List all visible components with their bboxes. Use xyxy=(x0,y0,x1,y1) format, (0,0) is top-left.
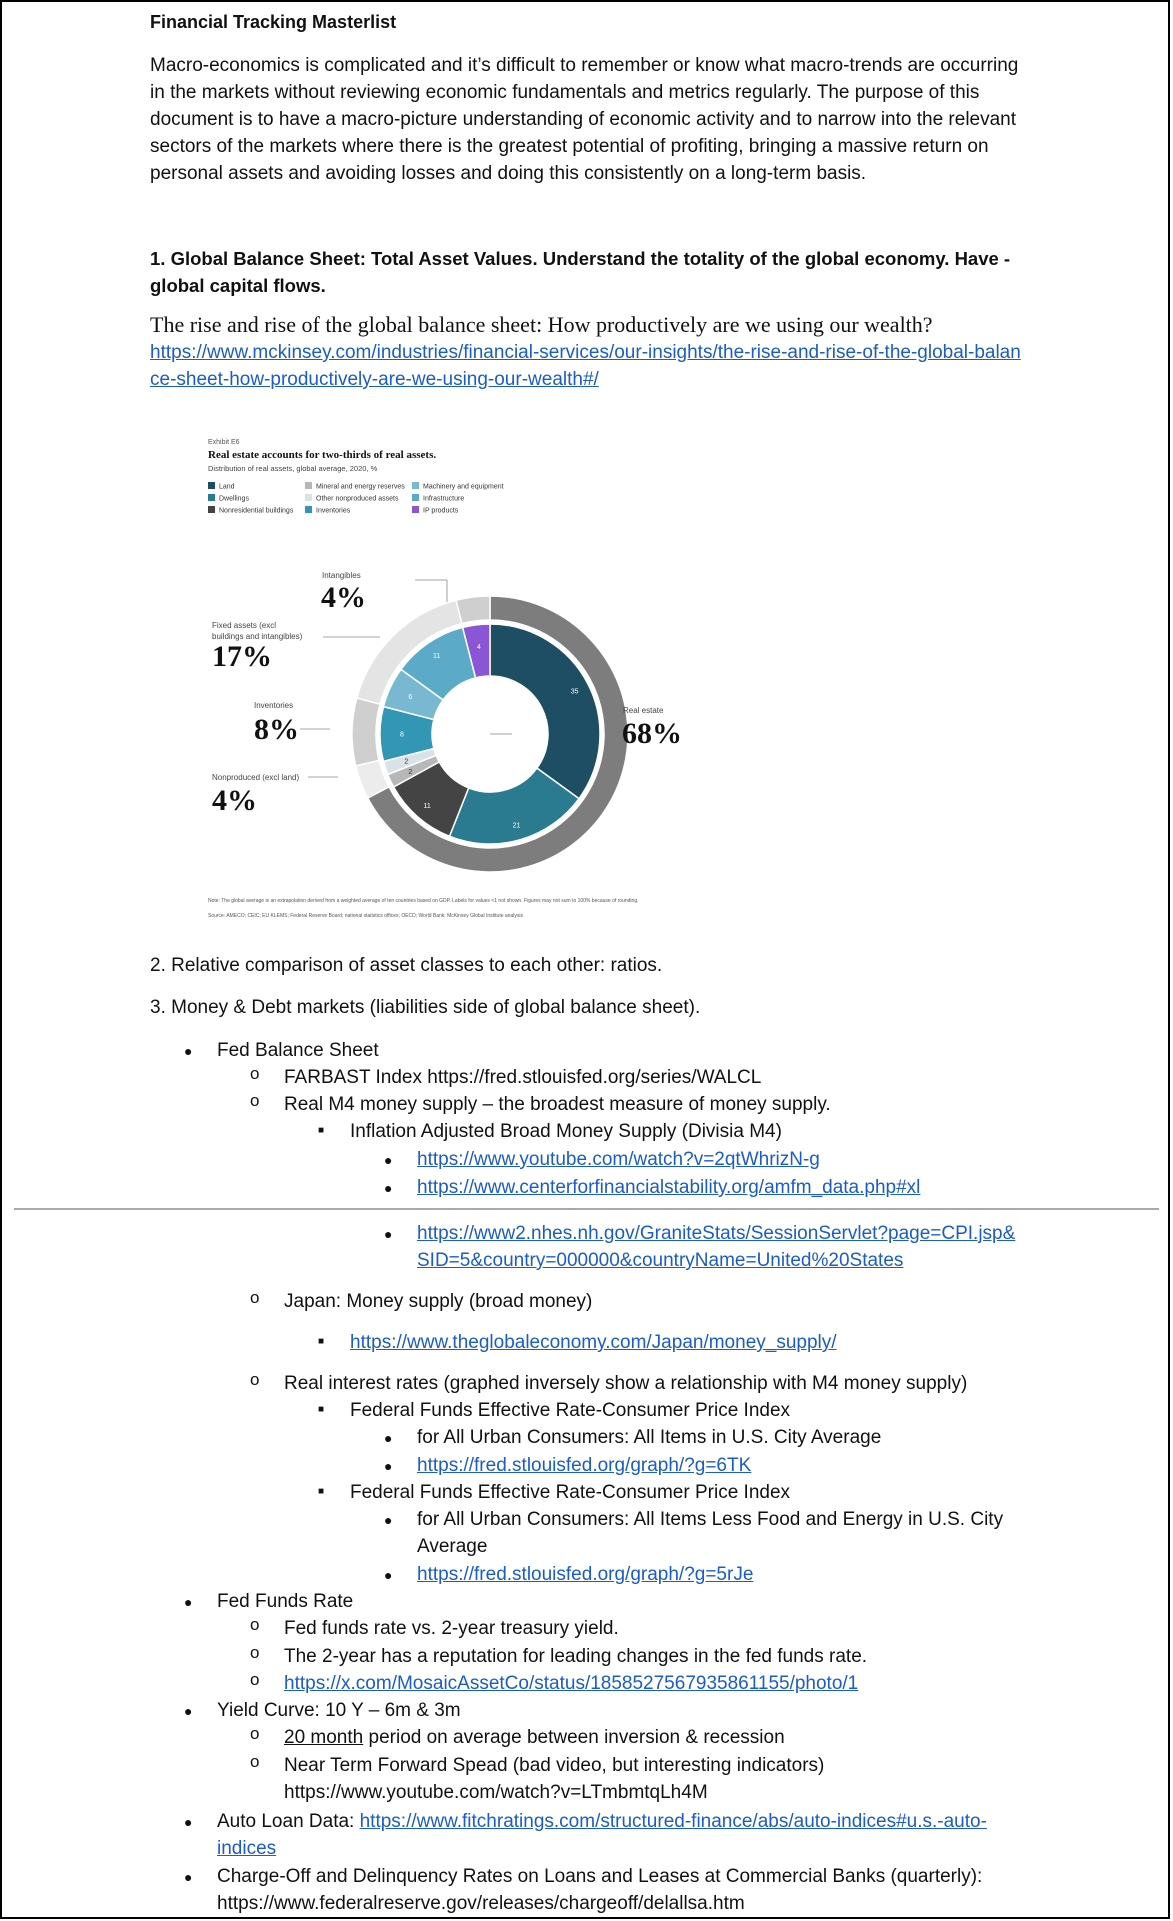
legend-swatch-ip-products xyxy=(412,506,419,513)
twenty-month-rest: period on average between inversion & recession xyxy=(363,1727,785,1748)
bullet-circle: o xyxy=(250,1615,260,1634)
legend-swatch-land xyxy=(208,482,215,489)
callout-fixed-pct: 17% xyxy=(212,640,272,673)
inner-label-land: 35 xyxy=(570,688,579,696)
two-year-reputation: The 2-year has a reputation for leading changes in the fed funds rate. xyxy=(284,1646,868,1667)
inner-label-ip-products: 4 xyxy=(477,644,481,652)
section-3-text: 3. Money & Debt markets (liabilities side of global balance sheet). xyxy=(150,997,701,1018)
mckinsey-link[interactable] xyxy=(150,339,1030,393)
nhes-link[interactable]: https://www2.nhes.nh.gov/GraniteStats/SessionServlet?page=CPI.jsp&SID=5&country=000000&countryName=United%20States xyxy=(417,1223,1016,1271)
real-interest-rates: Real interest rates (graphed inversely show a relationship with M4 money supply) xyxy=(284,1373,968,1394)
twenty-month-line xyxy=(284,1724,785,1751)
near-term-link[interactable]: https://www.youtube.com/watch?v=LTmbmtqLh4M xyxy=(284,1782,708,1803)
bullet-circle: o xyxy=(250,1288,260,1307)
bullet-circle: o xyxy=(250,1752,260,1771)
bullet-circle: o xyxy=(250,1670,260,1689)
inner-label-inventories: 8 xyxy=(400,731,404,739)
fed-funds-rate: Fed Funds Rate xyxy=(217,1591,354,1612)
bullet-circle: o xyxy=(250,1091,260,1110)
yield-curve: Yield Curve: 10 Y – 6m & 3m xyxy=(217,1700,461,1721)
chart-source: Source: AMECO; CEIC; EU KLEMS; Federal Reserve Board; national statistics offices; OECD; World Bank; McKinsey Global Institute analysis xyxy=(208,913,523,919)
intro-paragraph[interactable]: Macro-economics is complicated and it’s difficult to remember or know what macro-trends are occurring in the markets without reviewing economic fundamentals and metrics regularly. The purpose of this document is to have a macro-picture understanding of economic activity and to narrow into the relevant sectors of the markets where there is the greatest potential of profiting, bringing a massive return on personal assets and avoiding losses and doing this consistently on a long-term basis. xyxy=(150,55,1019,184)
page-break-line xyxy=(14,1208,1159,1210)
inner-label-mineral-and-energy-reserves: 2 xyxy=(408,768,413,776)
bullet-dot: ● xyxy=(384,1458,393,1474)
youtube-link-1[interactable]: https://www.youtube.com/watch?v=2qtWhrizN-g xyxy=(417,1149,820,1170)
section-2-text: 2. Relative comparison of asset classes to each other: ratios. xyxy=(150,955,663,976)
legend-label-machinery-and-equipment: Machinery and equipment xyxy=(423,483,504,491)
fred-6tk-link[interactable]: https://fred.stlouisfed.org/graph/?g=6TK xyxy=(417,1455,752,1476)
legend-swatch-other-nonproduced-assets xyxy=(305,494,312,501)
bullet-dot: ● xyxy=(384,1152,393,1168)
legend-swatch-inventories xyxy=(305,506,312,513)
callout-nonproduced-pct: 4% xyxy=(212,784,257,817)
bullet-dot: ● xyxy=(384,1180,393,1196)
callout-intangibles-pct: 4% xyxy=(321,581,366,614)
inner-label-infrastructure: 11 xyxy=(432,652,441,660)
legend-swatch-dwellings xyxy=(208,494,215,501)
bullet-circle: o xyxy=(250,1643,260,1662)
chart-legend xyxy=(208,482,504,515)
bullet-dot: ● xyxy=(384,1226,393,1242)
section-1-heading: 1. Global Balance Sheet: Total Asset Values. Understand the totality of the global economy. Have - global capital flows. xyxy=(150,248,1011,296)
japan-link[interactable]: https://www.theglobaleconomy.com/Japan/money_supply/ xyxy=(350,1332,837,1353)
bullet-dot: ● xyxy=(384,1430,393,1446)
chargeoff-line: Charge-Off and Delinquency Rates on Loans and Leases at Commercial Banks (quarterly): xyxy=(217,1866,983,1887)
legend-swatch-machinery-and-equipment xyxy=(412,482,419,489)
chargeoff-link[interactable]: https://www.federalreserve.gov/releases/chargeoff/delallsa.htm xyxy=(217,1893,745,1914)
bullet-square: ■ xyxy=(318,1486,325,1497)
auto-loan-data xyxy=(217,1808,1017,1862)
ffr-cpi-1-sub: for All Urban Consumers: All Items in U.S. City Average xyxy=(417,1427,882,1448)
legend-label-dwellings: Dwellings xyxy=(219,495,249,503)
chart-note: Note: The global average is an extrapolation derived from a weighted average of ten countries based on GDP. Labels for values <1 not shown. Figures may not sum to 100% because of rounding. xyxy=(208,898,639,904)
callout-real-estate-label: Real estate xyxy=(623,706,664,715)
legend-label-nonresidential-buildings: Nonresidential buildings xyxy=(219,507,294,515)
bullet-circle: o xyxy=(250,1370,260,1389)
legend-swatch-nonresidential-buildings xyxy=(208,506,215,513)
callout-intangibles-label: Intangibles xyxy=(322,571,361,580)
inner-label-machinery-and-equipment: 6 xyxy=(408,694,413,702)
chart-title: Real estate accounts for two-thirds of real assets. xyxy=(208,449,437,461)
ffr-cpi-2: Federal Funds Effective Rate-Consumer Price Index xyxy=(350,1482,791,1503)
bullet-dot: ● xyxy=(184,1814,193,1830)
bullet-dot: ● xyxy=(184,1703,193,1719)
fitch-link[interactable]: https://www.fitchratings.com/structured-finance/abs/auto-indices#u.s.-auto-indices xyxy=(217,1811,987,1859)
legend-label-inventories: Inventories xyxy=(316,507,351,515)
article-title: The rise and rise of the global balance sheet: How productively are we using our wealth? xyxy=(150,312,933,337)
real-assets-donut-chart xyxy=(200,432,720,927)
legend-swatch-mineral-and-energy-reserves xyxy=(305,482,312,489)
document-title: Financial Tracking Masterlist xyxy=(150,12,397,32)
bullet-circle: o xyxy=(250,1064,260,1083)
legend-label-land: Land xyxy=(219,483,235,491)
outer-slice-intangibles xyxy=(456,596,490,624)
callout-fixed-label-1: Fixed assets (excl xyxy=(212,621,277,630)
chart-exhibit-label: Exhibit E6 xyxy=(208,439,240,446)
bullet-square: ■ xyxy=(318,1125,325,1136)
auto-loan-label: Auto Loan Data: xyxy=(217,1811,360,1832)
callout-inventories-pct: 8% xyxy=(254,713,299,746)
chart-subtitle: Distribution of real assets, global average, 2020, % xyxy=(208,464,378,473)
callout-real-estate-pct: 68% xyxy=(622,717,682,750)
bullet-dot: ● xyxy=(184,1043,193,1059)
ffr-cpi-2-sub: for All Urban Consumers: All Items Less Food and Energy in U.S. City Average xyxy=(417,1509,1004,1557)
legend-label-mineral-and-energy-reserves: Mineral and energy reserves xyxy=(316,483,405,491)
inner-label-other-nonproduced-assets: 2 xyxy=(404,758,409,766)
bullet-square: ■ xyxy=(318,1336,325,1347)
ffr-vs-2y: Fed funds rate vs. 2-year treasury yield. xyxy=(284,1618,619,1639)
outer-slice-inventories xyxy=(352,698,380,766)
callout-inventories-label: Inventories xyxy=(254,701,294,710)
inner-label-dwellings: 21 xyxy=(512,822,521,830)
legend-label-infrastructure: Infrastructure xyxy=(423,495,465,503)
divisia-m4: Inflation Adjusted Broad Money Supply (Divisia M4) xyxy=(350,1121,782,1142)
japan-money-supply: Japan: Money supply (broad money) xyxy=(284,1291,593,1312)
inner-label-nonresidential-buildings: 11 xyxy=(423,802,431,810)
mckinsey-link-text[interactable]: https://www.mckinsey.com/industries/financial-services/our-insights/the-rise-and-rise-of-the-global-balance-sheet-how-productively-are-we-using-our-wealth#/ xyxy=(150,342,1021,390)
bullet-dot: ● xyxy=(384,1567,393,1583)
legend-label-ip-products: IP products xyxy=(423,507,459,515)
cfs-link[interactable]: https://www.centerforfinancialstability.org/amfm_data.php#xl xyxy=(417,1177,921,1198)
legend-label-other-nonproduced-assets: Other nonproduced assets xyxy=(316,495,399,503)
twenty-month-text: 20 month xyxy=(284,1727,364,1748)
bullet-circle: o xyxy=(250,1724,260,1743)
bullet-square: ■ xyxy=(318,1404,325,1415)
fred-5rje-link[interactable]: https://fred.stlouisfed.org/graph/?g=5rJe xyxy=(417,1564,754,1585)
farbast-index: FARBAST Index https://fred.stlouisfed.org/series/WALCL xyxy=(284,1067,762,1088)
legend-swatch-infrastructure xyxy=(412,494,419,501)
callout-nonproduced-label: Nonproduced (excl land) xyxy=(212,773,300,782)
bullet-dot: ● xyxy=(384,1512,393,1528)
fed-balance-sheet: Fed Balance Sheet xyxy=(217,1040,379,1061)
bullet-dot: ● xyxy=(184,1594,193,1610)
real-m4-money-supply: Real M4 money supply – the broadest measure of money supply. xyxy=(284,1094,831,1115)
near-term-forward-spread: Near Term Forward Spead (bad video, but interesting indicators) xyxy=(284,1755,825,1776)
ffr-cpi-1: Federal Funds Effective Rate-Consumer Price Index xyxy=(350,1400,791,1421)
callout-fixed-label-2: buildings and intangibles) xyxy=(212,632,303,641)
x-link[interactable]: https://x.com/MosaicAssetCo/status/1858527567935861155/photo/1 xyxy=(284,1673,859,1694)
bullet-dot: ● xyxy=(184,1869,193,1885)
